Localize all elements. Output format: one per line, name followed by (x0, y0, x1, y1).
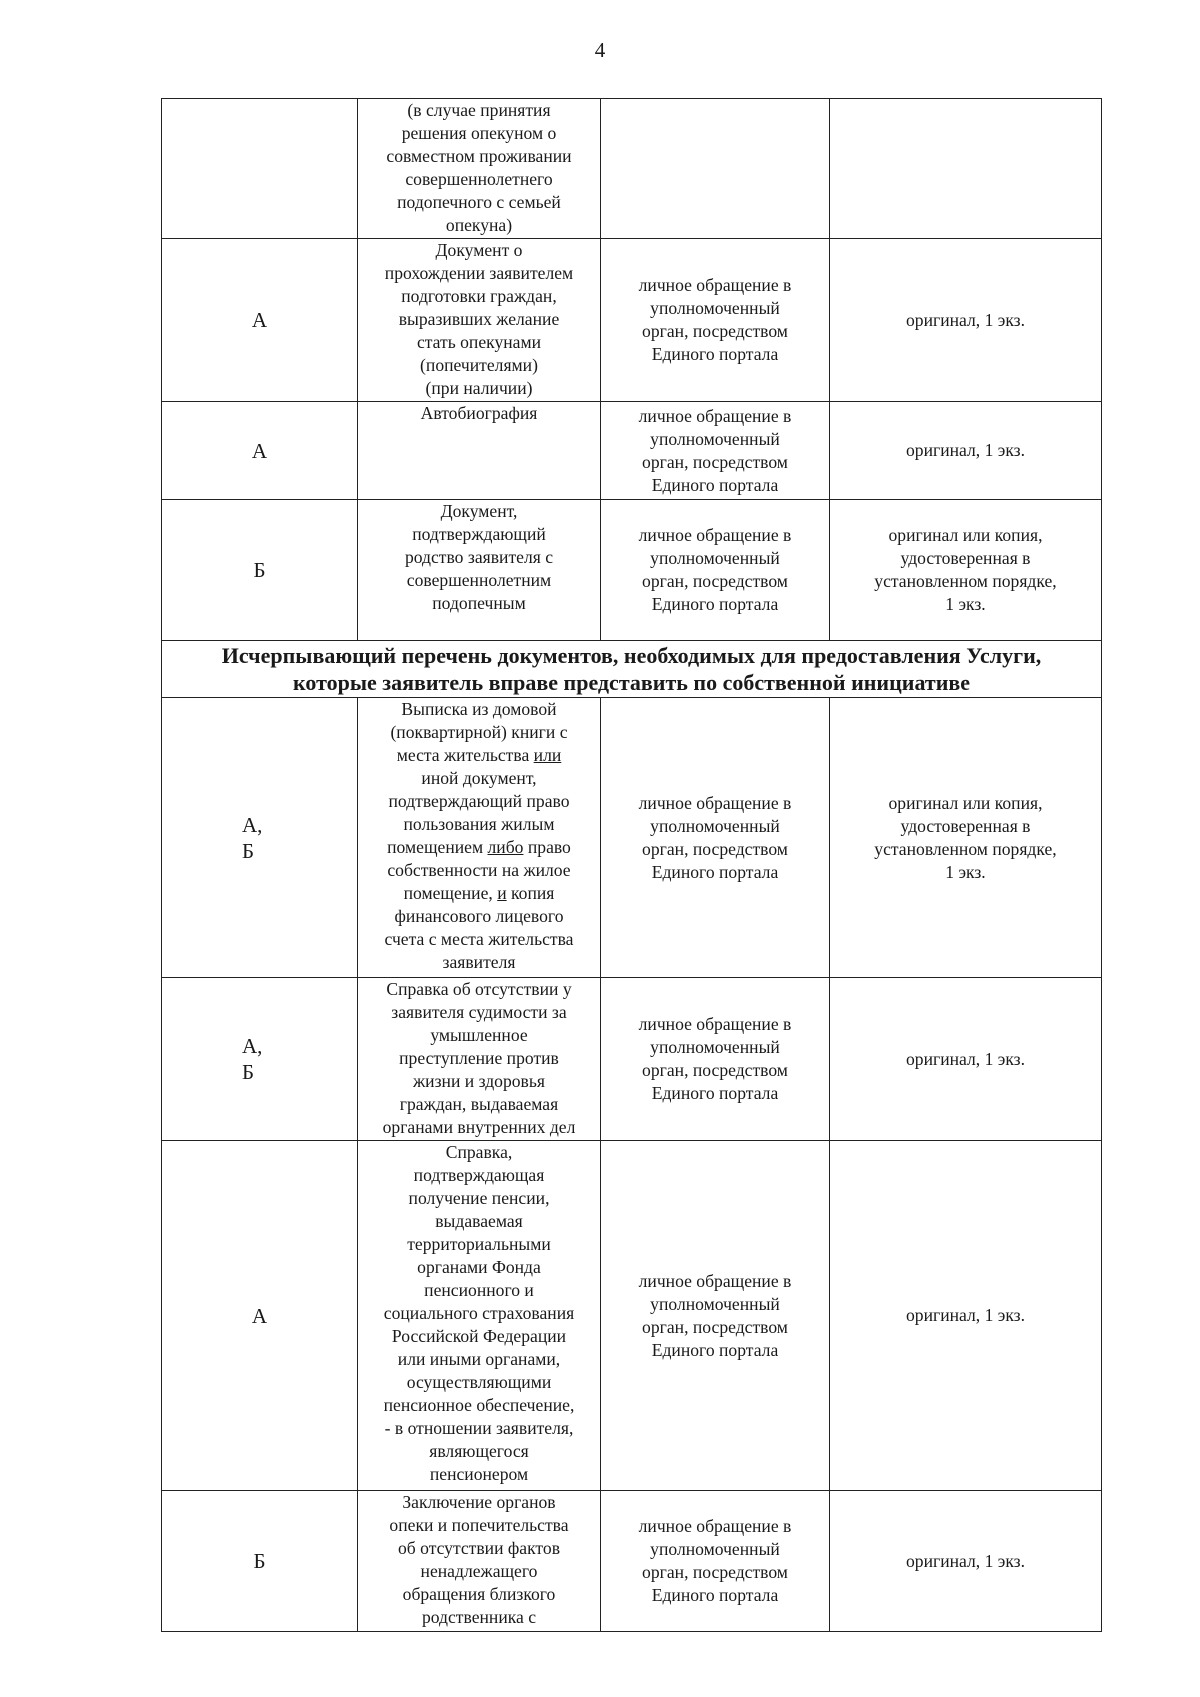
category-line: Б (242, 1060, 255, 1084)
form-line: оригинал или копия, (888, 525, 1043, 545)
method-cell (601, 1141, 830, 1491)
form-line: установленном порядке, (874, 571, 1057, 591)
documents-table (161, 98, 1102, 1632)
document-cell (358, 1491, 601, 1632)
doc-line: пенсионером (429, 1464, 529, 1484)
document-cell (358, 1141, 601, 1491)
page-number: 4 (594, 38, 606, 62)
method-line: уполномоченный (650, 815, 780, 836)
form-line: оригинал, 1 экз. (905, 1550, 1025, 1571)
doc-line: Российской Федерации (391, 1326, 567, 1346)
method-cell (601, 978, 830, 1141)
doc-line: Справка, (445, 1142, 513, 1162)
category-cell (162, 99, 358, 239)
doc-line: ненадлежащего (420, 1561, 538, 1581)
category-cell (162, 1491, 358, 1632)
doc-line: получение пенсии, (408, 1188, 550, 1208)
table-row (162, 99, 1102, 239)
method-line: личное обращение в (638, 1270, 792, 1291)
method-line: Единого портала (651, 344, 779, 364)
doc-line: Документ, (440, 501, 518, 521)
doc-line: подготовки граждан, (401, 286, 557, 306)
method-line: орган, посредством (642, 1060, 788, 1080)
doc-line: иной документ, (421, 768, 537, 788)
category-cell (162, 978, 358, 1141)
doc-line: выразивших желание (398, 309, 560, 329)
doc-line: Справка об отсутствии у (386, 979, 572, 999)
doc-line: преступление против (399, 1048, 559, 1068)
form-line: удостоверенная в (900, 815, 1031, 836)
method-line: личное обращение в (638, 275, 792, 295)
method-line: Единого портала (651, 1339, 779, 1360)
document-cell (358, 99, 601, 239)
method-line: уполномоченный (650, 428, 780, 449)
category-line: А, (242, 1034, 263, 1058)
doc-line: социального страхования (383, 1303, 575, 1323)
doc-line: подтверждающий (412, 524, 546, 544)
doc-underlined-word: и (497, 883, 507, 903)
doc-line: органами внутренних дел (382, 1117, 576, 1137)
method-line: уполномоченный (650, 1037, 780, 1057)
table-row (162, 978, 1102, 1141)
form-line: 1 экз. (945, 861, 986, 882)
doc-line: выдаваемая (435, 1211, 523, 1231)
doc-line: осуществляющими (406, 1372, 552, 1392)
form-line: оригинал или копия, (888, 792, 1043, 813)
doc-line: финансового лицевого (394, 906, 564, 926)
category-cell (162, 1141, 358, 1491)
doc-line: счета с места жительства (384, 929, 574, 949)
doc-line: заявителя (442, 952, 516, 972)
doc-line: родственника с (421, 1607, 537, 1627)
doc-line: (попечителями) (420, 355, 538, 375)
doc-line: граждан, выдаваемая (399, 1094, 559, 1114)
category-cell: Б (162, 500, 358, 641)
method-cell (601, 1491, 830, 1632)
form-line: оригинал, 1 экз. (905, 1305, 1025, 1325)
form-cell (830, 402, 1102, 500)
method-line: личное обращение в (638, 1014, 792, 1034)
method-line: Единого портала (651, 1083, 779, 1103)
category-line: Б (242, 838, 255, 863)
form-line: установленном порядке, (874, 838, 1057, 859)
method-line: орган, посредством (642, 838, 788, 859)
form-line: оригинал, 1 экз. (905, 309, 1025, 330)
method-line: личное обращение в (638, 405, 792, 426)
form-cell (830, 500, 1102, 641)
doc-line: (при наличии) (425, 378, 533, 398)
doc-line: - в отношении заявителя, (384, 1418, 574, 1438)
form-cell (830, 698, 1102, 978)
doc-line: подопечным (432, 593, 526, 613)
method-line: уполномоченный (650, 548, 780, 568)
method-line: орган, посредством (642, 571, 788, 591)
table-row (162, 1141, 1102, 1491)
doc-line: Выписка из домовой (401, 699, 557, 719)
doc-line: умышленное (430, 1025, 528, 1045)
documents-table-body (162, 99, 1102, 1632)
doc-line: или иными органами, (397, 1349, 561, 1369)
category-line: А (251, 1303, 268, 1328)
doc-line: опеки и попечительства (389, 1515, 569, 1535)
method-cell (601, 500, 830, 641)
doc-line: жизни и здоровья (413, 1071, 545, 1091)
doc-line: совместном проживании (386, 146, 572, 166)
doc-line: копия (506, 883, 555, 903)
doc-line: помещением (387, 837, 488, 857)
document-cell (358, 978, 601, 1141)
section-header-line-2: которые заявитель вправе представить по собственной инициативе (292, 670, 971, 695)
doc-line: подопечного с семьей (397, 192, 561, 212)
doc-underlined-word: или (533, 745, 562, 765)
doc-line: решения опекуном о (401, 123, 557, 143)
section-header-row (162, 641, 1102, 698)
doc-line: прохождении заявителем (384, 263, 574, 283)
doc-line: подтверждающая (413, 1165, 545, 1185)
form-cell (830, 978, 1102, 1141)
method-line: орган, посредством (642, 321, 788, 341)
method-cell (601, 99, 830, 239)
category-cell (162, 698, 358, 978)
doc-line: заявителя судимости за (391, 1002, 567, 1022)
table-row (162, 500, 1102, 641)
form-line: оригинал, 1 экз. (905, 440, 1025, 460)
method-cell (601, 402, 830, 500)
document-cell (358, 698, 601, 978)
method-line: Единого портала (651, 594, 779, 614)
doc-line: (в случае принятия (407, 100, 551, 120)
doc-line: собственности на жилое (387, 860, 571, 880)
method-line: уполномоченный (650, 1539, 780, 1559)
form-line: удостоверенная в (900, 548, 1031, 568)
doc-line: пенсионное обеспечение, (383, 1395, 575, 1415)
method-line: орган, посредством (642, 451, 788, 472)
doc-line: опекуна) (445, 215, 513, 235)
doc-line: подтверждающий право (388, 791, 570, 811)
doc-line: совершеннолетнего (405, 169, 553, 189)
table-row (162, 402, 1102, 500)
method-line: Единого портала (651, 1585, 779, 1605)
doc-line: родство заявителя с (404, 547, 554, 567)
method-cell (601, 698, 830, 978)
category-line: А, (242, 812, 263, 837)
method-line: уполномоченный (650, 1293, 780, 1314)
method-cell (601, 239, 830, 402)
doc-line: стать опекунами (416, 332, 542, 352)
form-cell (830, 1491, 1102, 1632)
form-line: 1 экз. (945, 594, 986, 614)
doc-line: право (523, 837, 571, 857)
doc-line: органами Фонда (417, 1257, 541, 1277)
method-line: Единого портала (651, 861, 779, 882)
method-line: личное обращение в (638, 525, 792, 545)
doc-line: (поквартирной) книги с (390, 722, 568, 742)
document-cell (358, 500, 601, 641)
doc-line: Документ о (435, 240, 523, 260)
doc-line: Автобиография (420, 403, 538, 423)
method-line: орган, посредством (642, 1562, 788, 1582)
category-cell: А (162, 239, 358, 402)
table-row (162, 698, 1102, 978)
form-cell (830, 239, 1102, 402)
category-cell: А (162, 402, 358, 500)
method-line: Единого портала (651, 474, 779, 495)
method-line: личное обращение в (638, 792, 792, 813)
doc-line: об отсутствии фактов (397, 1538, 560, 1558)
table-row (162, 239, 1102, 402)
method-line: орган, посредством (642, 1316, 788, 1337)
document-cell (358, 402, 601, 500)
doc-line: являющегося (429, 1441, 529, 1461)
form-line: оригинал, 1 экз. (905, 1048, 1025, 1069)
document-cell (358, 239, 601, 402)
form-cell (830, 99, 1102, 239)
doc-line: пенсионного и (424, 1280, 534, 1300)
category-line: Б (253, 1549, 266, 1573)
section-header (162, 641, 1102, 698)
doc-line: места жительства (396, 745, 534, 765)
doc-line: Заключение органов (402, 1492, 556, 1512)
doc-line: обращения близкого (402, 1584, 556, 1604)
doc-line: помещение, (403, 883, 498, 903)
section-header-line-1: Исчерпывающий перечень документов, необходимых для предоставления Услуги, (221, 643, 1042, 668)
method-line: личное обращение в (638, 1516, 792, 1536)
method-line: уполномоченный (650, 298, 780, 318)
doc-line: территориальными (407, 1234, 551, 1254)
table-row (162, 1491, 1102, 1632)
doc-line: пользования жилым (403, 814, 555, 834)
doc-underlined-word: либо (487, 837, 524, 857)
doc-line: совершеннолетним (406, 570, 552, 590)
form-cell (830, 1141, 1102, 1491)
